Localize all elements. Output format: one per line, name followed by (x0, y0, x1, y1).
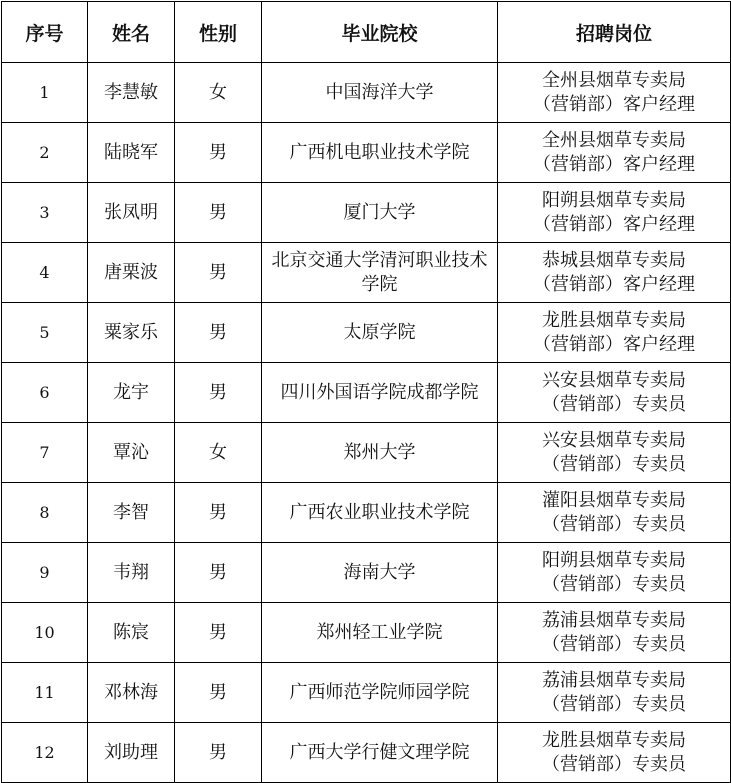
position-line2: （营销部）专卖员 (542, 573, 686, 595)
position-line1: 阳朔县烟草专卖局 (542, 189, 686, 211)
position-line2: （营销部）客户经理 (533, 213, 695, 235)
table-row (2, 63, 731, 123)
header-index: 序号 (2, 2, 88, 63)
cell-school: 太原学院 (262, 303, 498, 363)
cell-position (498, 543, 731, 603)
cell-position (498, 303, 731, 363)
cell-school: 四川外国语学院成都学院 (262, 363, 498, 423)
table-row (2, 603, 731, 663)
cell-index: 5 (2, 303, 88, 363)
cell-index: 4 (2, 243, 88, 303)
cell-school: 北京交通大学清河职业技术学院 (262, 243, 498, 303)
cell-position (498, 723, 731, 783)
cell-gender: 女 (175, 423, 262, 483)
cell-school: 海南大学 (262, 543, 498, 603)
cell-school: 郑州轻工业学院 (262, 603, 498, 663)
position-line2: （营销部）客户经理 (533, 273, 695, 295)
cell-name: 陈宸 (88, 603, 175, 663)
cell-school: 广西师范学院师园学院 (262, 663, 498, 723)
table-row (2, 123, 731, 183)
cell-position (498, 423, 731, 483)
position-line2: （营销部）客户经理 (533, 153, 695, 175)
table-row (2, 663, 731, 723)
position-line1: 荔浦县烟草专卖局 (542, 669, 686, 691)
recruitment-table (1, 1, 731, 783)
header-gender: 性别 (175, 2, 262, 63)
cell-gender: 男 (175, 243, 262, 303)
header-school: 毕业院校 (262, 2, 498, 63)
cell-gender: 男 (175, 183, 262, 243)
table-row (2, 243, 731, 303)
cell-gender: 男 (175, 303, 262, 363)
cell-index: 1 (2, 63, 88, 123)
header-name: 姓名 (88, 2, 175, 63)
cell-index: 6 (2, 363, 88, 423)
table-body (2, 63, 731, 783)
cell-name: 覃沁 (88, 423, 175, 483)
table-row (2, 723, 731, 783)
table-row (2, 483, 731, 543)
cell-index: 12 (2, 723, 88, 783)
cell-position (498, 663, 731, 723)
cell-position (498, 63, 731, 123)
position-line2: （营销部）专卖员 (542, 513, 686, 535)
cell-name: 张凤明 (88, 183, 175, 243)
cell-index: 8 (2, 483, 88, 543)
position-line2: （营销部）专卖员 (542, 453, 686, 475)
cell-name: 粟家乐 (88, 303, 175, 363)
cell-name: 刘助理 (88, 723, 175, 783)
table-row (2, 303, 731, 363)
cell-position (498, 123, 731, 183)
cell-position (498, 363, 731, 423)
cell-school: 广西农业职业技术学院 (262, 483, 498, 543)
cell-index: 2 (2, 123, 88, 183)
table-row (2, 543, 731, 603)
position-line1: 灌阳县烟草专卖局 (542, 489, 686, 511)
cell-gender: 男 (175, 543, 262, 603)
position-line2: （营销部）专卖员 (542, 393, 686, 415)
position-line2: （营销部）客户经理 (533, 333, 695, 355)
cell-gender: 女 (175, 63, 262, 123)
cell-position (498, 483, 731, 543)
cell-position (498, 603, 731, 663)
cell-school: 广西大学行健文理学院 (262, 723, 498, 783)
position-line2: （营销部）客户经理 (533, 93, 695, 115)
cell-name: 陆晓军 (88, 123, 175, 183)
table-row (2, 183, 731, 243)
cell-index: 11 (2, 663, 88, 723)
cell-gender: 男 (175, 603, 262, 663)
position-line1: 龙胜县烟草专卖局 (542, 309, 686, 331)
position-line2: （营销部）专卖员 (542, 633, 686, 655)
cell-gender: 男 (175, 723, 262, 783)
cell-school: 中国海洋大学 (262, 63, 498, 123)
cell-school: 广西机电职业技术学院 (262, 123, 498, 183)
position-line2: （营销部）专卖员 (542, 753, 686, 775)
cell-school: 厦门大学 (262, 183, 498, 243)
position-line1: 荔浦县烟草专卖局 (542, 609, 686, 631)
cell-index: 3 (2, 183, 88, 243)
table-row (2, 423, 731, 483)
cell-name: 邓林海 (88, 663, 175, 723)
cell-gender: 男 (175, 663, 262, 723)
table-header (2, 2, 731, 63)
cell-index: 10 (2, 603, 88, 663)
table-row (2, 363, 731, 423)
header-position: 招聘岗位 (498, 2, 731, 63)
cell-gender: 男 (175, 123, 262, 183)
cell-index: 9 (2, 543, 88, 603)
position-line1: 全州县烟草专卖局 (542, 69, 686, 91)
cell-gender: 男 (175, 483, 262, 543)
cell-position (498, 243, 731, 303)
header-row (2, 2, 731, 63)
cell-index: 7 (2, 423, 88, 483)
cell-name: 龙宇 (88, 363, 175, 423)
position-line2: （营销部）专卖员 (542, 693, 686, 715)
position-line1: 阳朔县烟草专卖局 (542, 549, 686, 571)
position-line1: 全州县烟草专卖局 (542, 129, 686, 151)
position-line1: 恭城县烟草专卖局 (542, 249, 686, 271)
cell-position (498, 183, 731, 243)
position-line1: 兴安县烟草专卖局 (542, 429, 686, 451)
cell-name: 唐栗波 (88, 243, 175, 303)
position-line1: 兴安县烟草专卖局 (542, 369, 686, 391)
position-line1: 龙胜县烟草专卖局 (542, 729, 686, 751)
cell-name: 韦翔 (88, 543, 175, 603)
cell-school: 郑州大学 (262, 423, 498, 483)
cell-name: 李慧敏 (88, 63, 175, 123)
cell-gender: 男 (175, 363, 262, 423)
cell-name: 李智 (88, 483, 175, 543)
